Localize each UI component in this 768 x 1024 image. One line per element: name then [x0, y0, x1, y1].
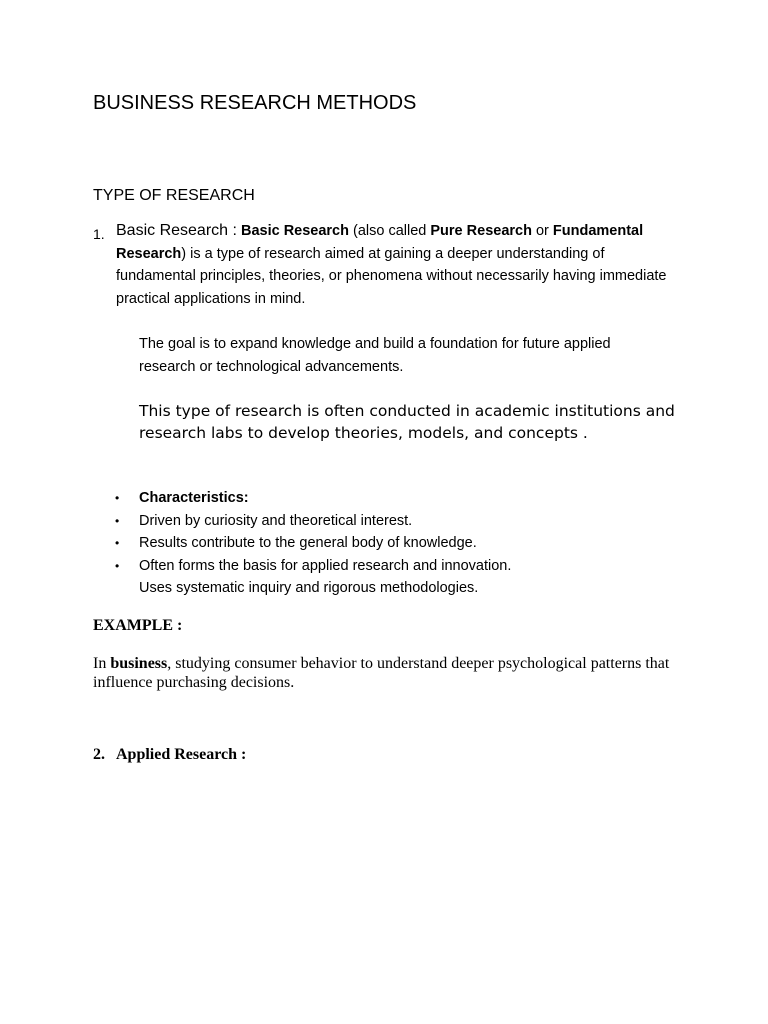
- applied-research-label: Applied Research :: [116, 746, 247, 763]
- example-prefix: In: [93, 655, 111, 672]
- bullet-icon: •: [115, 558, 120, 573]
- basic-research-paragraph: [116, 220, 686, 310]
- bullet-icon: •: [115, 513, 120, 528]
- example-bold-word: business: [110, 655, 168, 672]
- type-paragraph: This type of research is often conducted in academic institutions and research labs to develop theories, models, and concepts .: [139, 402, 675, 442]
- characteristic-text: Driven by curiosity and theoretical interest.: [139, 512, 413, 529]
- basic-research-text-b: or: [531, 223, 553, 239]
- example-heading: EXAMPLE :: [93, 617, 183, 634]
- characteristics-list: [115, 487, 675, 600]
- basic-research-term: Basic Research: [240, 223, 349, 239]
- list-number-1: 1.: [93, 226, 105, 242]
- basic-research-text-c: ) is a type of research aimed at gaining a deeper understanding of fundamental principles, theories, or phenomena without necessarily having immediate practical applications in mind.: [116, 245, 667, 307]
- example-body: , studying consumer behavior to understand deeper psychological patterns that influence purchasing decisions.: [93, 655, 670, 691]
- basic-research-text-a: (also called: [348, 223, 431, 239]
- section-heading: TYPE OF RESEARCH: [93, 187, 255, 204]
- characteristic-text: Often forms the basis for applied research and innovation.: [139, 557, 512, 574]
- basic-research-lead: Basic Research :: [116, 222, 237, 239]
- goal-paragraph: The goal is to expand knowledge and build a foundation for future applied research or technological advancements.: [139, 336, 611, 375]
- bullet-icon: •: [115, 536, 120, 550]
- pure-research-term: Pure Research: [430, 223, 532, 239]
- list-item: [115, 487, 675, 510]
- list-item: [115, 532, 675, 555]
- document-title: BUSINESS RESEARCH METHODS: [93, 92, 417, 114]
- applied-research-heading: [93, 745, 246, 765]
- characteristics-heading: Characteristics:: [139, 490, 249, 506]
- list-number-2: 2.: [93, 746, 105, 763]
- characteristic-continuation: Uses systematic inquiry and rigorous methodologies.: [139, 580, 479, 596]
- list-item: [115, 555, 675, 600]
- example-paragraph: [93, 654, 673, 692]
- list-item: [115, 510, 675, 533]
- fundamental-research-term: Fundamental Research: [116, 223, 644, 262]
- bullet-icon: •: [115, 491, 120, 505]
- characteristic-text: Results contribute to the general body of knowledge.: [139, 535, 477, 551]
